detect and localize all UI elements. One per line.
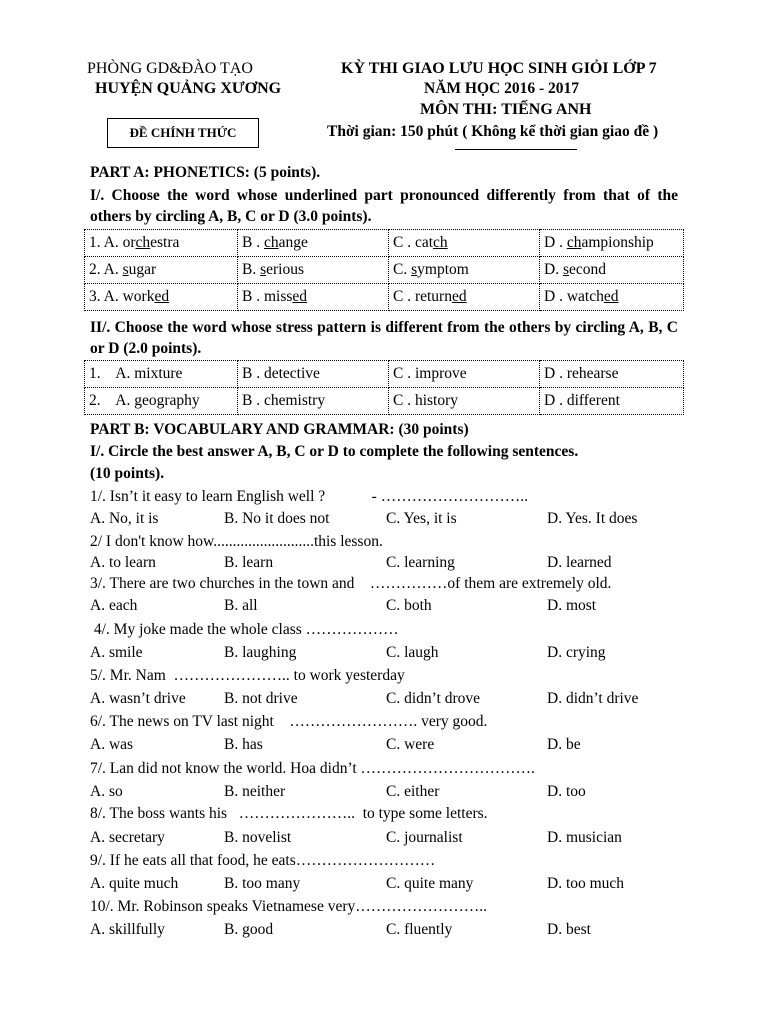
answer-option[interactable]: C. fluently	[386, 921, 453, 938]
answer-option[interactable]: D. too much	[547, 875, 625, 892]
part-b-section1-points: (10 points).	[90, 465, 165, 482]
option-cell: B . detective	[238, 361, 389, 388]
option-cell: B . chemistry	[238, 388, 389, 415]
question-text: 4/. My joke made the whole class ………………	[90, 621, 399, 638]
option-cell: 1. A. orchestra	[85, 230, 238, 257]
answer-option[interactable]: A. No, it is	[90, 510, 159, 527]
question-text: 8/. The boss wants his ………………….. to type some letters.	[90, 805, 488, 822]
question-text: 6/. The news on TV last night ……………………. very good.	[90, 713, 488, 730]
answer-option[interactable]: C. quite many	[386, 875, 474, 892]
question-text: 7/. Lan did not know the world. Hoa didn’t …………………………….	[90, 760, 535, 777]
answer-option[interactable]: B. No it does not	[224, 510, 330, 527]
answer-option[interactable]: A. smile	[90, 644, 143, 661]
table-row	[85, 284, 684, 311]
option-cell: 2. A. sugar	[85, 257, 238, 284]
answer-option[interactable]: A. to learn	[90, 554, 156, 571]
answer-option[interactable]: A. each	[90, 597, 138, 614]
question-text: 5/. Mr. Nam ………………….. to work yesterday	[90, 667, 405, 684]
question-text: 1/. Isn’t it easy to learn English well ? - ………………………..	[90, 488, 528, 505]
option-cell: C . catch	[389, 230, 540, 257]
option-cell: 1. A. mixture	[85, 361, 238, 388]
answer-option[interactable]: D. Yes. It does	[547, 510, 638, 527]
subject: MÔN THI: TIẾNG ANH	[420, 101, 592, 118]
department-line2: HUYỆN QUẢNG XƯƠNG	[95, 80, 282, 97]
answer-option[interactable]: C. both	[386, 597, 432, 614]
answer-option[interactable]: D. musician	[547, 829, 622, 846]
answer-option[interactable]: C. didn’t drove	[386, 690, 480, 707]
answer-option[interactable]: A. secretary	[90, 829, 165, 846]
option-cell: D . different	[540, 388, 684, 415]
option-cell: D. second	[540, 257, 684, 284]
answer-option[interactable]: A. wasn’t drive	[90, 690, 186, 707]
option-cell: C . returned	[389, 284, 540, 311]
answer-option[interactable]: B. too many	[224, 875, 301, 892]
option-cell: B . missed	[238, 284, 389, 311]
part-b-title: PART B: VOCABULARY AND GRAMMAR: (30 points)	[90, 421, 469, 438]
answer-option[interactable]: C. learning	[386, 554, 455, 571]
answer-option[interactable]: B. not drive	[224, 690, 298, 707]
header-divider	[455, 149, 577, 150]
answer-option[interactable]: C. were	[386, 736, 435, 753]
option-cell: C . improve	[389, 361, 540, 388]
option-cell: D . watched	[540, 284, 684, 311]
school-year: NĂM HỌC 2016 - 2017	[424, 80, 579, 97]
answer-option[interactable]: A. skillfully	[90, 921, 165, 938]
answer-option[interactable]: D. most	[547, 597, 597, 614]
department-line1: PHÒNG GD&ĐÀO TẠO	[87, 60, 253, 77]
answer-option[interactable]: D. best	[547, 921, 591, 938]
answer-option[interactable]: B. novelist	[224, 829, 292, 846]
option-cell: D . championship	[540, 230, 684, 257]
question-text: 2/ I don't know how..........................this lesson.	[90, 533, 383, 550]
answer-option[interactable]: C. journalist	[386, 829, 463, 846]
answer-option[interactable]: B. neither	[224, 783, 286, 800]
answer-option[interactable]: B. good	[224, 921, 274, 938]
stress-table	[84, 360, 684, 415]
answer-option[interactable]: D. too	[547, 783, 586, 800]
answer-option[interactable]: A. so	[90, 783, 123, 800]
question-text: 10/. Mr. Robinson speaks Vietnamese very……………………..	[90, 898, 488, 915]
answer-option[interactable]: B. all	[224, 597, 258, 614]
answer-option[interactable]: A. was	[90, 736, 134, 753]
answer-option[interactable]: B. learn	[224, 554, 274, 571]
table-row	[85, 388, 684, 415]
answer-option[interactable]: A. quite much	[90, 875, 179, 892]
part-a-title: PART A: PHONETICS: (5 points).	[90, 164, 321, 181]
option-cell: B. serious	[238, 257, 389, 284]
option-cell: B . change	[238, 230, 389, 257]
official-exam-box: ĐỀ CHÍNH THỨC	[107, 118, 259, 148]
option-cell: 2. A. geography	[85, 388, 238, 415]
answer-option[interactable]: D. learned	[547, 554, 612, 571]
option-cell: C. symptom	[389, 257, 540, 284]
exam-time: Thời gian: 150 phút ( Không kể thời gian giao đề )	[327, 123, 659, 140]
question-text: 3/. There are two churches in the town and ……………of them are extremely old.	[90, 575, 612, 592]
part-a-section1-instruction: I/. Choose the word whose underlined part pronounced differently from that of the others by circling A, B, C or D (3.0 points).	[90, 187, 678, 225]
answer-option[interactable]: D. be	[547, 736, 581, 753]
option-cell: D . rehearse	[540, 361, 684, 388]
table-row	[85, 257, 684, 284]
option-cell: 3. A. worked	[85, 284, 238, 311]
answer-option[interactable]: D. didn’t drive	[547, 690, 639, 707]
option-cell: C . history	[389, 388, 540, 415]
answer-option[interactable]: C. either	[386, 783, 440, 800]
part-a-section2-instruction: II/. Choose the word whose stress pattern is different from the others by circling A, B, C or D (2.0 points).	[90, 319, 678, 357]
question-text: 9/. If he eats all that food, he eats………………………	[90, 852, 436, 869]
part-b-section1-instruction: I/. Circle the best answer A, B, C or D to complete the following sentences.	[90, 443, 579, 460]
phonetics-table	[84, 229, 684, 311]
table-row	[85, 230, 684, 257]
answer-option[interactable]: C. laugh	[386, 644, 439, 661]
exam-title: KỲ THI GIAO LƯU HỌC SINH GIỎI LỚP 7	[341, 60, 657, 77]
answer-option[interactable]: C. Yes, it is	[386, 510, 457, 527]
answer-option[interactable]: D. crying	[547, 644, 606, 661]
answer-option[interactable]: B. has	[224, 736, 263, 753]
answer-option[interactable]: B. laughing	[224, 644, 297, 661]
table-row	[85, 361, 684, 388]
